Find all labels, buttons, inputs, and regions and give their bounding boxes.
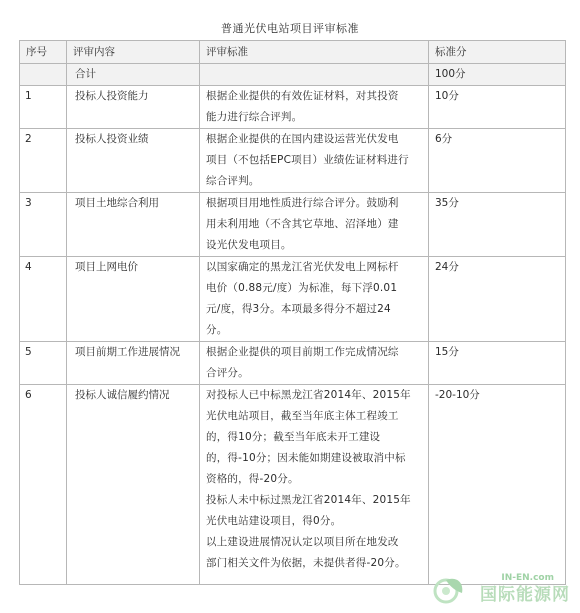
row-content: 项目上网电价 — [67, 257, 200, 342]
criteria-line: 合评分。 — [206, 367, 249, 379]
row-criteria — [200, 342, 429, 385]
row-number: 1 — [20, 86, 67, 129]
total-label: 合计 — [67, 64, 200, 86]
criteria-line: 的，得10分；截至当年底未开工建设 — [206, 431, 381, 443]
row-score: 10分 — [429, 86, 566, 129]
table-row — [20, 193, 566, 257]
criteria-line: 电价（0.88元/度）为标准，每下浮0.01 — [206, 282, 398, 294]
row-number: 6 — [20, 385, 67, 585]
header-content: 评审内容 — [67, 41, 200, 64]
criteria-line: 对投标人已中标黑龙江省2014年、2015年 — [206, 389, 411, 401]
criteria-line: 分。 — [206, 324, 228, 336]
total-score: 100分 — [429, 64, 566, 86]
criteria-line: 以上建设进展情况认定以项目所在地发改 — [206, 536, 399, 548]
criteria-line: 根据企业提供的项目前期工作完成情况综 — [206, 346, 399, 358]
table-row — [20, 129, 566, 193]
total-row — [20, 64, 566, 86]
row-number: 2 — [20, 129, 67, 193]
row-criteria — [200, 385, 429, 585]
criteria-line: 的，得-10分；因未能如期建设被取消中标 — [206, 452, 406, 464]
header-row — [20, 41, 566, 64]
row-criteria — [200, 129, 429, 193]
criteria-line: 能力进行综合评判。 — [206, 111, 303, 123]
scoring-table — [19, 40, 566, 585]
table-row — [20, 257, 566, 342]
page-title: 普通光伏电站项目评审标准 — [221, 22, 359, 35]
row-number: 5 — [20, 342, 67, 385]
row-content: 投标人投资业绩 — [67, 129, 200, 193]
criteria-line: 元/度，得3分。本项最多得分不超过24 — [206, 303, 391, 315]
header-criteria: 评审标准 — [200, 41, 429, 64]
row-criteria — [200, 86, 429, 129]
row-content: 项目前期工作进展情况 — [67, 342, 200, 385]
row-criteria — [200, 193, 429, 257]
header-score: 标准分 — [429, 41, 566, 64]
row-content: 项目土地综合利用 — [67, 193, 200, 257]
criteria-line: 根据企业提供的在国内建设运营光伏发电 — [206, 133, 399, 145]
header-no: 序号 — [20, 41, 67, 64]
criteria-line: 光伏电站建设项目，得0分。 — [206, 515, 342, 527]
leaf-logo-icon — [432, 573, 468, 607]
total-criteria — [200, 64, 429, 86]
row-score: 35分 — [429, 193, 566, 257]
criteria-line: 以国家确定的黑龙江省光伏发电上网标杆 — [206, 261, 399, 273]
criteria-line: 用未利用地（不含其它草地、沼泽地）建 — [206, 218, 399, 230]
total-no — [20, 64, 67, 86]
criteria-line: 投标人未中标过黑龙江省2014年、2015年 — [206, 494, 411, 506]
criteria-line: 项目（不包括EPC项目）业绩佐证材料进行 — [206, 154, 409, 166]
criteria-line: 光伏电站项目，截至当年底主体工程竣工 — [206, 410, 399, 422]
watermark-site: IN-EN.com — [501, 573, 554, 583]
row-score: 15分 — [429, 342, 566, 385]
criteria-line: 根据项目用地性质进行综合评分。鼓励利 — [206, 197, 399, 209]
row-content: 投标人诚信履约情况 — [67, 385, 200, 585]
criteria-line: 设光伏发电项目。 — [206, 239, 292, 251]
table-row — [20, 385, 566, 585]
table-row — [20, 342, 566, 385]
criteria-line: 综合评判。 — [206, 175, 260, 187]
criteria-line: 部门相关文件为依据，未提供者得-20分。 — [206, 557, 406, 569]
row-content: 投标人投资能力 — [67, 86, 200, 129]
watermark — [432, 569, 572, 607]
criteria-line: 根据企业提供的有效佐证材料，对其投资 — [206, 90, 399, 102]
table-row — [20, 86, 566, 129]
row-score: 24分 — [429, 257, 566, 342]
row-criteria — [200, 257, 429, 342]
criteria-line: 资格的，得-20分。 — [206, 473, 299, 485]
row-number: 4 — [20, 257, 67, 342]
row-score: -20-10分 — [429, 385, 566, 585]
row-number: 3 — [20, 193, 67, 257]
row-score: 6分 — [429, 129, 566, 193]
watermark-name: 国际能源网 — [480, 585, 570, 605]
